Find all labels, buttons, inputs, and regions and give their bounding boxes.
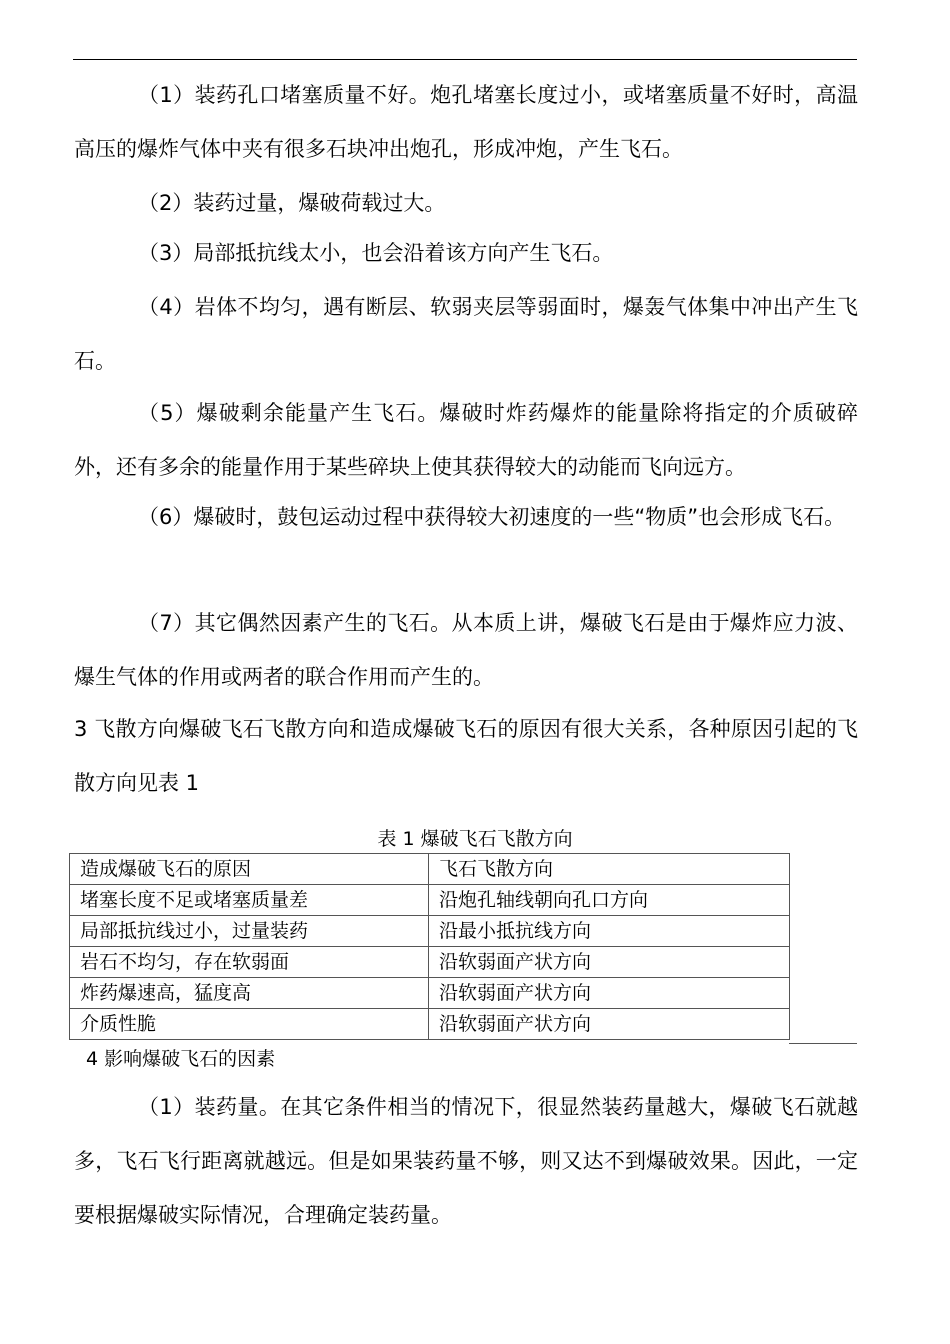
section-3-text: 3 飞散方向爆破飞石飞散方向和造成爆破飞石的原因有很大关系，各种原因引起的飞散方向见表 1: [74, 717, 858, 795]
table-cell: 沿炮孔轴线朝向孔口方向: [429, 885, 790, 916]
paragraph-cause-1: （1）装药孔口堵塞质量不好。炮孔堵塞长度过小，或堵塞质量不好时，高温高压的爆炸气体中夹有很多石块冲出炮孔，形成冲炮，产生飞石。: [74, 83, 858, 161]
table-cell: 沿软弱面产状方向: [429, 947, 790, 978]
table-row: [70, 978, 790, 1009]
table-caption: 表 1 爆破飞石飞散方向: [377, 828, 573, 850]
table-bottom-rule: [789, 1043, 857, 1044]
paragraph-cause-7: （7）其它偶然因素产生的飞石。从本质上讲，爆破飞石是由于爆炸应力波、爆生气体的作用或两者的联合作用而产生的。: [74, 611, 858, 689]
table-cell: 造成爆破飞石的原因: [70, 854, 429, 885]
table-cell: 沿最小抵抗线方向: [429, 916, 790, 947]
paragraph-cause-2: （2）装药过量，爆破荷载过大。: [138, 191, 446, 215]
table-cell: 岩石不均匀，存在软弱面: [70, 947, 429, 978]
table-cell: 沿软弱面产状方向: [429, 978, 790, 1009]
table-cell: 堵塞长度不足或堵塞质量差: [70, 885, 429, 916]
table-row: [70, 885, 790, 916]
paragraph-cause-6: （6）爆破时，鼓包运动过程中获得较大初速度的一些“物质”也会形成飞石。: [138, 505, 846, 529]
table-cell: 炸药爆速高，猛度高: [70, 978, 429, 1009]
paragraph-cause-5: （5）爆破剩余能量产生飞石。爆破时炸药爆炸的能量除将指定的介质破碎外，还有多余的能量作用于某些碎块上使其获得较大的动能而飞向远方。: [74, 401, 858, 479]
table-cell: 飞石飞散方向: [429, 854, 790, 885]
table-row: [70, 947, 790, 978]
header-rule: [73, 59, 857, 60]
section-4-paragraph: （1）装药量。在其它条件相当的情况下，很显然装药量越大，爆破飞石就越多，飞石飞行距离就越远。但是如果装药量不够，则又达不到爆破效果。因此，一定要根据爆破实际情况，合理确定装药量。: [74, 1095, 858, 1227]
table-cell: 介质性脆: [70, 1009, 429, 1040]
table-row: [70, 1009, 790, 1040]
flyrock-direction-table: [69, 853, 790, 1040]
table-cell: 局部抵抗线过小，过量装药: [70, 916, 429, 947]
paragraph-cause-4: （4）岩体不均匀，遇有断层、软弱夹层等弱面时，爆轰气体集中冲出产生飞石。: [74, 295, 858, 373]
table-row: [70, 916, 790, 947]
table-cell: 沿软弱面产状方向: [429, 1009, 790, 1040]
table-header-row: [70, 854, 790, 885]
paragraph-cause-3: （3）局部抵抗线太小，也会沿着该方向产生飞石。: [138, 241, 614, 265]
section-4-heading: 4 影响爆破飞石的因素: [86, 1048, 276, 1070]
